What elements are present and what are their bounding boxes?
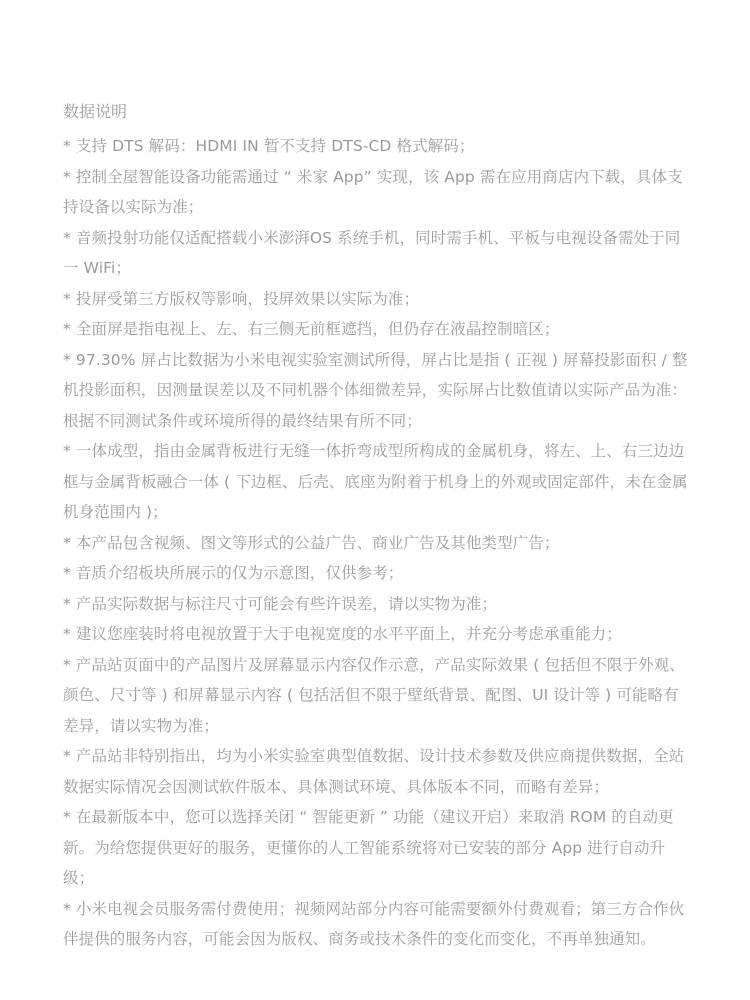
note-item: * 在最新版本中，您可以选择关闭 “ 智能更新 ” 功能（建议开启）来取消 ROM 的自动更新。为给您提供更好的服务，更懂你的人工智能系统将对已安装的部分 App 进行自动升级；	[63, 808, 674, 887]
note-item: * 音质介绍板块所展示的仅为示意图，仅供参考；	[63, 564, 404, 582]
note-item: * 97.30% 屏占比数据为小米电视实验室测试所得，屏占比是指 ( 正视 ) 屏幕投影面积 / 整机投影面积，因测量误差以及不同机器个体细微差异，实际屏占比数值请以实际产品为准：根据不同测试条件或环境所得的最终结果有所不同；	[63, 350, 688, 430]
notes-list	[63, 131, 691, 955]
note-item: * 支持 DTS 解码：HDMI IN 暂不支持 DTS-CD 格式解码；	[63, 137, 475, 155]
note-item: * 控制全屋智能设备功能需通过 “ 米家 App” 实现，该 App 需在应用商店内下载，具体支持设备以实际为准；	[63, 167, 683, 216]
note-item: * 投屏受第三方版权等影响，投屏效果以实际为准；	[63, 289, 420, 308]
data-notes-section	[63, 100, 691, 955]
note-item: * 产品站非特别指出，均为小米实验室典型值数据、设计技术参数及供应商提供数据，全站数据实际情况会因测试软件版本、具体测试环境、具体版本不同，而略有差异；	[63, 747, 685, 796]
note-item: * 本产品包含视频、图文等形式的公益广告、商业广告及其他类型广告；	[63, 533, 560, 552]
note-item: * 产品站页面中的产品图片及屏幕显示内容仅作示意，产品实际效果 ( 包括但不限于外观、颜色、尺寸等 ) 和屏幕显示内容 ( 包括活但不限于壁纸背景、配图、UI 设计等 ) 可能略有差异，请以实物为准；	[63, 655, 685, 735]
notes-title: 数据说明	[63, 102, 128, 121]
note-item: * 产品实际数据与标注尺寸可能会有些许误差，请以实物为准；	[63, 594, 498, 613]
note-item: * 建议您座装时将电视放置于大于电视宽度的水平平面上，并充分考虑承重能力；	[63, 625, 622, 643]
note-item: * 全面屏是指电视上、左、右三侧无前框遮挡，但仍存在液晶控制暗区；	[63, 320, 560, 338]
note-item: * 一体成型，指由金属背板进行无缝一体折弯成型所构成的金属机身，将左、上、右三边边框与金属背板融合一体 ( 下边框、后壳、底座为附着于机身上的外观或固定部件，未在金属机身范围内 )；	[63, 442, 688, 521]
note-item: * 小米电视会员服务需付费使用；视频网站部分内容可能需要额外付费观看；第三方合作伙伴提供的服务内容，可能会因为版权、商务或技术条件的变化而变化，不再单独通知。	[63, 899, 685, 948]
note-item: * 音频投射功能仅适配搭载小米澎湃OS 系统手机，同时需手机、平板与电视设备需处于同一 WiFi；	[63, 228, 681, 277]
